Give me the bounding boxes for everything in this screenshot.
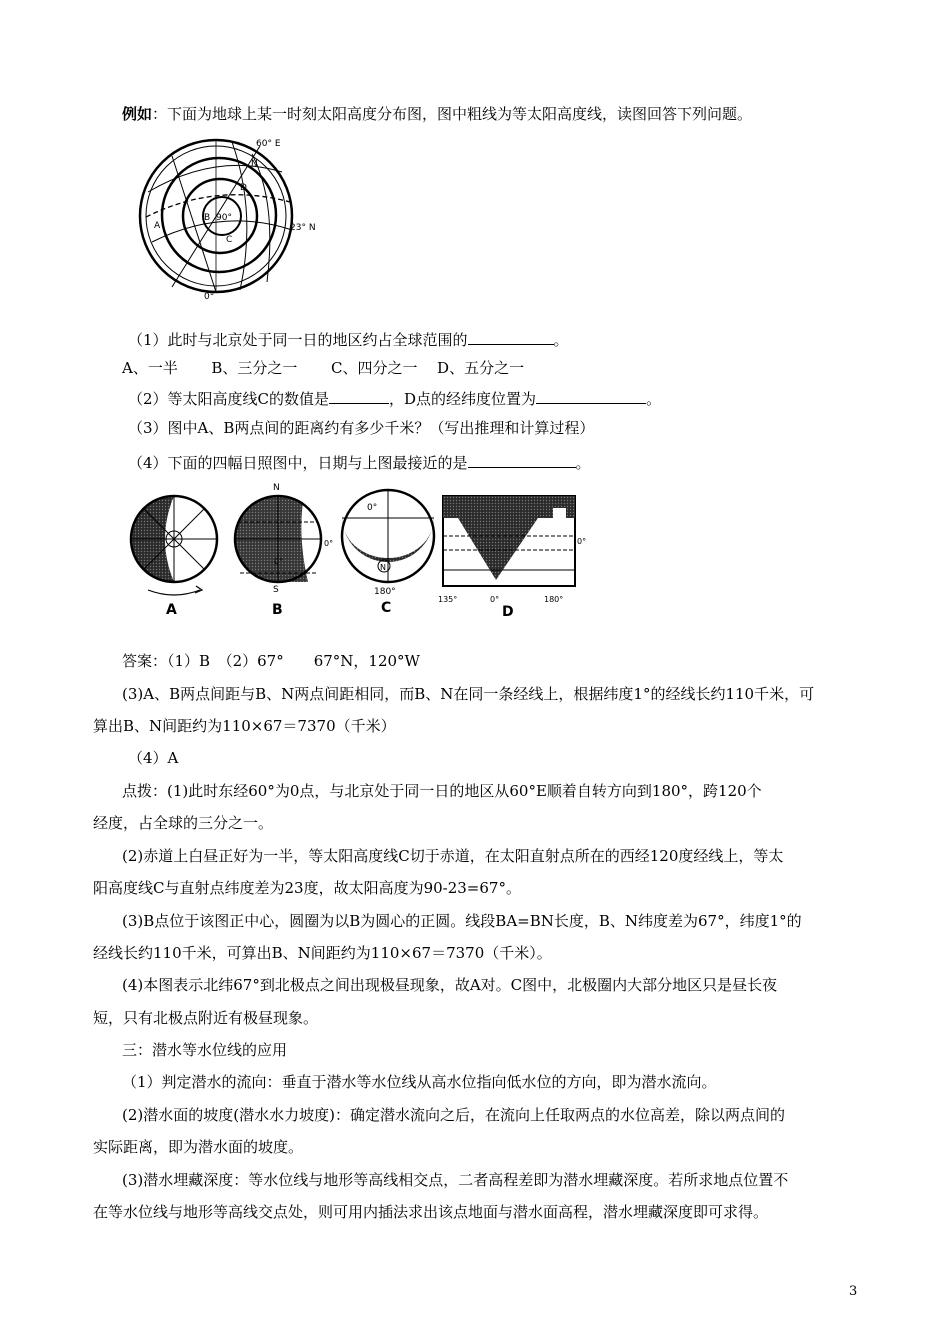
diagram-d-0-right: 0°	[577, 537, 587, 546]
diagram-d-label: D	[502, 604, 514, 620]
diagram-c-n: N	[380, 563, 386, 572]
diagram-d-0: 0°	[490, 595, 500, 604]
label-90: 90°	[216, 213, 232, 223]
question-4-text: （4）下面的四幅日照图中，日期与上图最接近的是	[128, 454, 468, 472]
example-lead: 例如	[122, 105, 153, 123]
question-2	[128, 388, 661, 409]
section-3-p1: （1）判定潜水的流向：垂直于潜水等水位线从高水位指向低水位的方向，即为潜水流向。	[122, 1073, 717, 1091]
options-row	[122, 358, 524, 378]
tip-line-1: 点拨：(1)此时东经60°为0点，与北京处于同一日的地区从60°E顺着自转方向到180°，跨120个	[122, 782, 762, 800]
diagram-c	[342, 490, 434, 616]
section-3-p2a: (2)潜水面的坡度(潜水水力坡度)：确定潜水流向之后，在流向上任取两点的水位高差，除以两点间的	[122, 1106, 785, 1124]
section-3-p2b: 实际距离，即为潜水面的坡度。	[93, 1138, 304, 1156]
label-lon-0: 0°	[204, 292, 215, 302]
question-1-end: 。	[553, 331, 569, 349]
example-intro	[122, 104, 752, 124]
sunlight-diagrams-figure	[128, 478, 588, 620]
diagram-d-135: 135°	[438, 595, 458, 604]
diagram-b-0: 0°	[274, 557, 284, 566]
answer-blank-1[interactable]	[468, 329, 554, 345]
diagram-c-0-top: 0°	[367, 503, 378, 513]
tip-line-5: (3)B点位于该图正中心，圆圈为以B为圆心的正圆。线段BA=BN长度，B、N纬度差为67°，纬度1°的	[122, 912, 802, 930]
diagram-b-0-right: 0°	[324, 539, 334, 548]
diagram-a-label: A	[166, 602, 177, 618]
solar-altitude-figure	[132, 132, 332, 302]
diagram-b-n: N	[273, 483, 280, 493]
label-lat-23n: 23° N	[290, 223, 316, 233]
tip-line-6: 经线长约110千米，可算出B、N间距约为110×67＝7370（千米）。	[93, 944, 552, 962]
question-2-part1: （2）等太阳高度线C的数值是	[128, 390, 330, 408]
question-4-end: 。	[575, 454, 591, 472]
diagram-d	[438, 496, 586, 620]
option-a: A、一半	[122, 359, 178, 377]
label-d: D	[240, 183, 247, 193]
label-a: A	[154, 221, 161, 231]
page-number: 3	[849, 1284, 858, 1299]
tip-line-2: 经度，占全球的三分之一。	[93, 814, 274, 832]
section-3-title: 三：潜水等水位线的应用	[122, 1041, 288, 1059]
question-3: （3）图中A、B两点间的距离约有多少千米？（写出推理和计算过程）	[128, 419, 595, 437]
answer-blank-2b[interactable]	[536, 388, 646, 404]
answer-blank-4[interactable]	[468, 452, 576, 468]
answer-line-4: （4）A	[128, 749, 179, 767]
option-c: C、四分之一	[331, 359, 418, 377]
label-lon-60e: 60° E	[256, 139, 281, 149]
question-2-part2: ，D点的经纬度位置为	[389, 390, 537, 408]
section-3-p3a: (3)潜水埋藏深度：等水位线与地形等高线相交点，二者高程差即为潜水埋藏深度。若所求地点位置不	[122, 1171, 789, 1189]
question-1	[128, 329, 569, 350]
question-2-end: 。	[646, 390, 662, 408]
section-3-p3b: 在等水位线与地形等高线交点处，则可用内插法求出该点地面与潜水面高程，潜水埋藏深度即可求得。	[93, 1203, 769, 1221]
answer-line-3: 算出B、N间距约为110×67＝7370（千米）	[93, 717, 396, 735]
label-n: N	[251, 159, 258, 169]
diagram-c-label: C	[381, 600, 392, 616]
answer-blank-2a[interactable]	[329, 388, 389, 404]
diagram-b	[235, 483, 333, 618]
diagram-b-s: S	[273, 585, 279, 595]
tip-line-7: (4)本图表示北纬67°到北极点之间出现极昼现象，故A对。C图中，北极圈内大部分地区只是昼长夜	[122, 976, 778, 994]
answer-line-1: 答案：（1）B （2）67° 67°N，120°W	[122, 652, 420, 670]
tip-line-8: 短，只有北极点附近有极昼现象。	[93, 1009, 319, 1027]
label-c: C	[226, 235, 233, 245]
option-b: B、三分之一	[211, 359, 298, 377]
answer-line-2: (3)A、B两点间距与B、N两点间距相同，而B、N在同一条经线上，根据纬度1°的经线长约110千米，可	[122, 685, 815, 703]
question-4	[128, 452, 591, 473]
question-1-text: （1）此时与北京处于同一日的地区约占全球范围的	[128, 331, 468, 349]
diagram-a	[131, 496, 217, 618]
diagram-d-180: 180°	[544, 595, 564, 604]
tip-line-3: (2)赤道上白昼正好为一半，等太阳高度线C切于赤道，在太阳直射点所在的西经120度经线上，等太	[122, 847, 784, 865]
option-d: D、五分之一	[437, 359, 525, 377]
diagram-c-180: 180°	[374, 587, 396, 597]
label-b: B	[204, 213, 211, 223]
tip-line-4: 阳高度线C与直射点纬度差为23度，故太阳高度为90-23=67°。	[93, 879, 521, 897]
example-text: ：下面为地球上某一时刻太阳高度分布图，图中粗线为等太阳高度线，读图回答下列问题。	[152, 105, 753, 123]
diagram-b-label: B	[272, 602, 283, 618]
